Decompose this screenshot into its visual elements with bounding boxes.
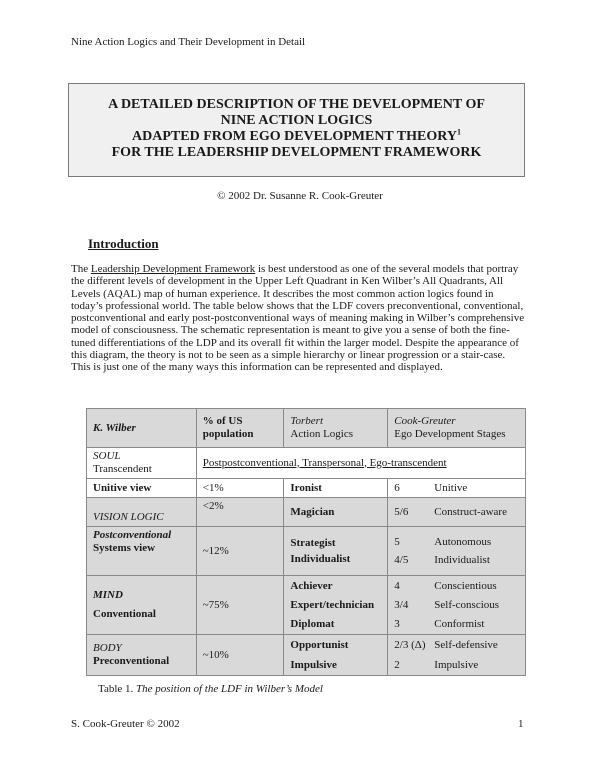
soul-span-cell: Postpostconventional, Transpersonal, Ego-transcendent [196,448,525,479]
postconventional-stages: 5 Autonomous 4/5 Individualist [388,527,526,576]
table-row-postconventional [87,527,526,576]
mind-label: MIND Conventional [87,576,197,635]
vision-logic-label: VISION LOGIC [87,498,197,527]
mind-logics: Achiever Expert/technician Diplomat [284,576,388,635]
table-row-body [87,635,526,676]
title-line-3 [69,129,524,145]
mind-pct: ~75% [196,576,284,635]
magician-stage: 5/6 Construct-aware [388,498,526,527]
unitive-pct: <1% [196,479,284,498]
footnote-mark[interactable]: 1 [456,127,461,137]
magician-logic: Magician [284,498,388,527]
unitive-stage: 6 Unitive [388,479,526,498]
mind-stages: 4 Conscientious 3/4 Self-conscious 3 Conformist [388,576,526,635]
postconventional-pct: ~12% [196,527,284,576]
body-logics: Opportunist Impulsive [284,635,388,676]
running-head: Nine Action Logics and Their Development in Detail [71,36,306,48]
body-stages: 2/3 (Δ) Self-defensive 2 Impulsive [388,635,526,676]
intro-heading: Introduction [88,236,159,251]
postconventional-logics: Strategist Individualist [284,527,388,576]
footer-author: S. Cook-Greuter © 2002 [71,718,180,730]
header-torbert: Torbert Action Logics [284,409,388,448]
postconventional-label: Postconventional Systems view [87,527,197,576]
table-row-unitive [87,479,526,498]
title-line-2: NINE ACTION LOGICS [220,113,373,128]
unitive-label: Unitive view [87,479,197,498]
copyright-line: © 2002 Dr. Susanne R. Cook-Greuter [217,190,383,202]
title-line-4: FOR THE LEADERSHIP DEVELOPMENT FRAMEWORK [111,145,482,160]
body-pct: ~10% [196,635,284,676]
intro-text-start: The [71,263,91,275]
intro-text-rest: is best understood as one of the several models that portray the different levels of development in the Upper Left Quadrant in Ken Wilber’s All Quadrants, All Levels (AQAL) map of human experience. It describes the most common action logics found in today’s professional world. The table below shows that the LDF covers preconventional, conventional, postconventional and early post-postconventional ways of meaning making in Wilber’s comprehensive model of consciousness. The schematic representation is meant to give you a sense of both the fine-tuned differentiations of the LDP and its overall fit within the larger model. Despite the appearance of this diagram, the theory is not to be seen as a simple hierarchy or linear progression or a stair-case. This is just one of the many ways this information can be represented and displayed. [71,263,525,374]
caption-prefix: Table 1. [98,683,137,695]
table-row-soul [87,448,526,479]
title-line-3-text: ADAPTED FROM EGO DEVELOPMENT THEORY [132,129,457,144]
table-row-magician [87,498,526,527]
unitive-logic: Ironist [284,479,388,498]
header-cook-greuter: Cook-Greuter Ego Development Stages [388,409,526,448]
page-number: 1 [518,718,524,730]
soul-cell: SOUL Transcendent [87,448,197,479]
magician-pct: <2% [196,498,284,527]
caption-text: The position of the LDF in Wilber’s Model [136,683,323,695]
ldf-link[interactable]: Leadership Development Framework [90,263,256,275]
table-header-row [87,409,526,448]
intro-paragraph [71,263,527,374]
header-wilber: K. Wilber [87,409,197,448]
title-box [68,83,525,177]
title-line-1: A DETAILED DESCRIPTION OF THE DEVELOPMENT OF [108,97,485,112]
table-row-mind [87,576,526,635]
table-caption [98,683,323,695]
header-pct: % of US population [196,409,284,448]
body-label: BODY Preconventional [87,635,197,676]
wilber-ldf-table [86,408,526,676]
